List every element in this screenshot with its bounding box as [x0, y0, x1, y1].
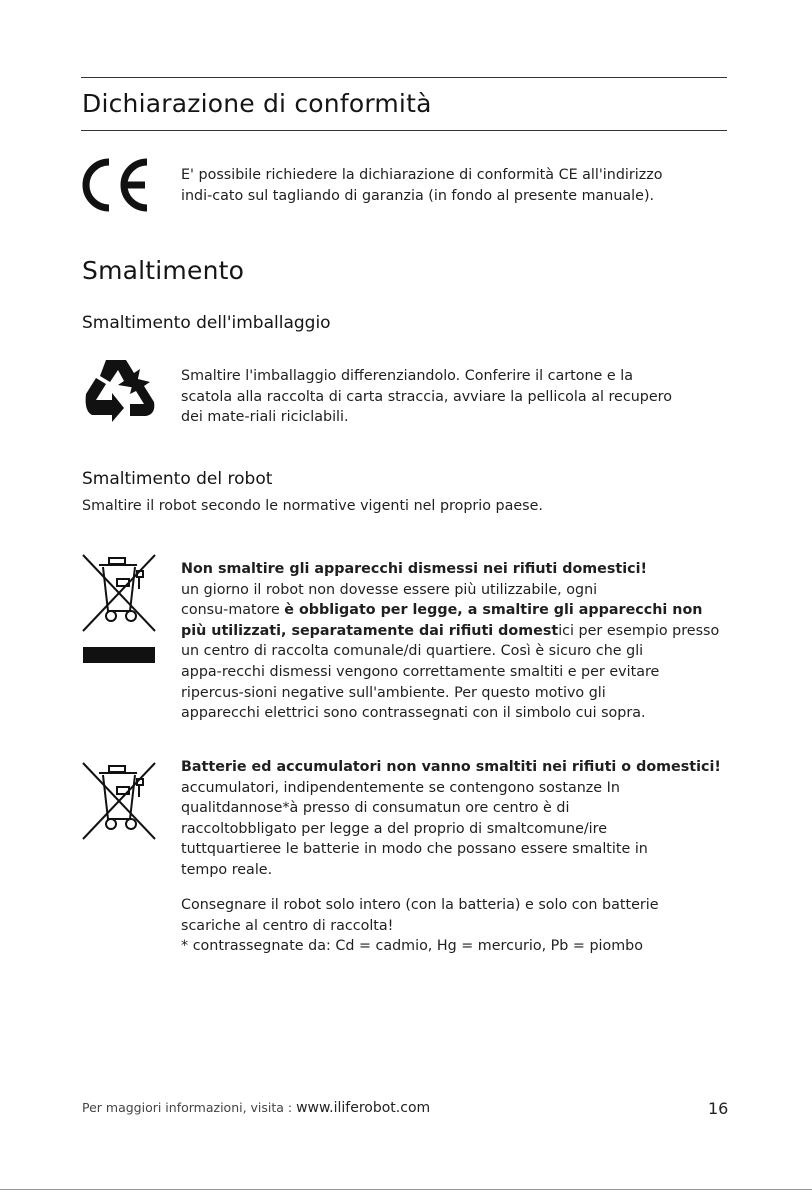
- page-number: 16: [708, 1099, 729, 1118]
- robot-intro: Smaltire il robot secondo le normative vigenti nel proprio paese.: [82, 498, 543, 514]
- recycle-icon: [82, 356, 156, 428]
- top-rule: [81, 77, 727, 78]
- ce-mark-icon: [80, 156, 152, 214]
- footer-info: [82, 1100, 430, 1116]
- packaging-text: Smaltire l'imballaggio differenziandolo. Conferire il cartone e la scatola alla raccolta di carta straccia, avviare la pellicola al recupero dei mate-riali riciclabili.: [181, 368, 672, 426]
- title-underline: [81, 130, 727, 131]
- batteries-text: Batterie ed accumulatori non vanno smaltiti nei rifiuti o domestici! accumulatori, indipendentemente se contengono sostanze In qualitdannose*à presso di consumatun ore centro è di raccoltobbligato per legge a del proprio di smaltcomune/ire tuttquartieree le batterie in modo che possano essere smaltite in tempo reale.: [181, 759, 721, 878]
- weee-text: Non smaltire gli apparecchi dismessi nei rifiuti domestici! un giorno il robot non dovesse essere più utilizzabile, ogni consu-matore è obbligato per legge, a smaltire gli apparecchi non più utilizzati, separatamente dai rifiuti domestici per esempio presso un centro di raccolta comunale/di quartiere. Così è sicuro che gli appa-recchi dismessi vengono correttamente smaltiti e per evitare ripercus-sioni negative sull'ambiente. Per questo motivo gli apparecchi elettrici sono contrassegnati con il simbolo cui sopra.: [181, 561, 720, 722]
- footer-prefix: Per maggiori informazioni, visita :: [82, 1100, 297, 1115]
- subsection-title-robot: Smaltimento del robot: [82, 469, 273, 489]
- crossed-bin-icon: [81, 761, 157, 843]
- page-edge-line: [0, 1189, 812, 1190]
- page-title: Dichiarazione di conformità: [82, 89, 432, 118]
- subsection-title-packaging: Smaltimento dell'imballaggio: [82, 313, 331, 333]
- conformity-text: E' possibile richiedere la dichiarazione di conformità CE all'indirizzo indi-cato sul tagliando di garanzia (in fondo al presente manuale).: [181, 167, 663, 204]
- section-title-disposal: Smaltimento: [82, 256, 245, 285]
- crossed-bin-icon: [81, 553, 157, 665]
- footer-url-link[interactable]: www.iliferobot.com: [296, 1100, 431, 1116]
- batteries-note: Consegnare il robot solo intero (con la batteria) e solo con batterie scariche al centro di raccolta! * contrassegnate da: Cd = cadmio, Hg = mercurio, Pb = piombo: [181, 897, 659, 955]
